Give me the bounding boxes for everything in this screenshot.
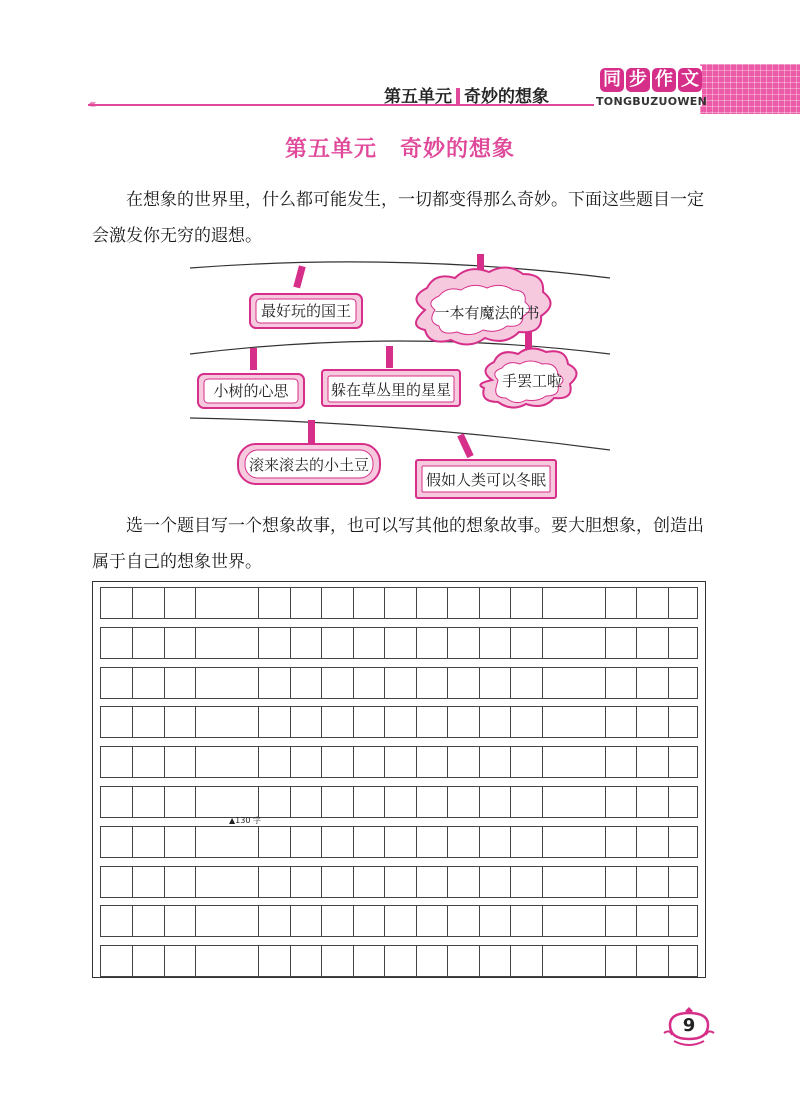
grid-cell-divider <box>164 867 165 897</box>
grid-cell-divider <box>258 867 259 897</box>
grid-cell-divider <box>605 946 606 976</box>
clothespin <box>386 346 393 368</box>
grid-cell-divider <box>195 946 196 976</box>
grid-cell-divider <box>384 867 385 897</box>
grid-cell-divider <box>258 707 259 737</box>
grid-cell-divider <box>636 827 637 857</box>
grid-cell-divider <box>195 707 196 737</box>
grid-cell-divider <box>258 946 259 976</box>
grid-cell-divider <box>416 588 417 618</box>
grid-cell-divider <box>636 628 637 658</box>
grid-cell-divider <box>416 747 417 777</box>
grid-cell-divider <box>636 668 637 698</box>
grid-cell-divider <box>164 747 165 777</box>
topic-text: 小树的心思 <box>213 382 289 400</box>
word-count-marker: ▲130 字 <box>229 816 261 825</box>
grid-cell-divider <box>668 827 669 857</box>
grid-row <box>100 826 698 858</box>
grid-cell-divider <box>164 668 165 698</box>
grid-cell-divider <box>321 628 322 658</box>
grid-cell-divider <box>447 707 448 737</box>
topic-label <box>322 346 460 406</box>
grid-cell-divider <box>195 827 196 857</box>
grid-cell-divider <box>321 827 322 857</box>
badge-char: 同 <box>600 68 624 92</box>
grid-row <box>100 627 698 659</box>
grid-cell-divider <box>605 867 606 897</box>
grid-cell-divider <box>258 588 259 618</box>
grid-cell-divider <box>164 588 165 618</box>
grid-cell-divider <box>605 668 606 698</box>
grid-cell-divider <box>542 588 543 618</box>
grid-cell-divider <box>321 747 322 777</box>
grid-cell-divider <box>132 747 133 777</box>
grid-cell-divider <box>416 827 417 857</box>
grid-cell-divider <box>132 946 133 976</box>
clothespin <box>308 420 315 444</box>
header-pattern <box>700 64 800 114</box>
grid-cell-divider <box>384 588 385 618</box>
grid-cell-divider <box>668 867 669 897</box>
grid-cell-divider <box>384 668 385 698</box>
grid-cell-divider <box>132 827 133 857</box>
grid-cell-divider <box>605 588 606 618</box>
grid-cell-divider <box>479 867 480 897</box>
topic-text: 一本有魔法的书 <box>434 304 540 322</box>
grid-cell-divider <box>636 867 637 897</box>
grid-cell-divider <box>479 707 480 737</box>
grid-cell-divider <box>290 946 291 976</box>
grid-cell-divider <box>290 827 291 857</box>
grid-cell-divider <box>542 906 543 936</box>
grid-cell-divider <box>132 867 133 897</box>
grid-cell-divider <box>353 668 354 698</box>
grid-cell-divider <box>353 827 354 857</box>
grid-cell-divider <box>636 588 637 618</box>
grid-cell-divider <box>542 668 543 698</box>
topic-text: 假如人类可以冬眠 <box>425 471 547 489</box>
grid-cell-divider <box>258 668 259 698</box>
grid-cell-divider <box>510 668 511 698</box>
grid-cell-divider <box>258 827 259 857</box>
grid-cell-divider <box>353 946 354 976</box>
grid-cell-divider <box>384 747 385 777</box>
grid-cell-divider <box>416 906 417 936</box>
grid-cell-divider <box>132 906 133 936</box>
grid-cell-divider <box>447 827 448 857</box>
grid-cell-divider <box>542 628 543 658</box>
grid-cell-divider <box>668 707 669 737</box>
grid-cell-divider <box>447 906 448 936</box>
topic-text: 滚来滚去的小土豆 <box>248 456 370 474</box>
grid-cell-divider <box>542 827 543 857</box>
grid-cell-divider <box>447 946 448 976</box>
topic-illustration <box>190 250 610 500</box>
grid-cell-divider <box>195 867 196 897</box>
topic-label <box>198 348 304 408</box>
grid-cell-divider <box>605 787 606 817</box>
topic-text: 手罢工啦 <box>501 372 563 390</box>
grid-cell-divider <box>542 707 543 737</box>
grid-cell-divider <box>416 946 417 976</box>
grid-cell-divider <box>321 946 322 976</box>
topic-text: 最好玩的国王 <box>260 302 352 320</box>
grid-cell-divider <box>258 628 259 658</box>
grid-cell-divider <box>605 707 606 737</box>
grid-cell-divider <box>479 628 480 658</box>
grid-cell-divider <box>353 588 354 618</box>
grid-cell-divider <box>447 747 448 777</box>
grid-cell-divider <box>290 628 291 658</box>
topic-label <box>238 420 380 484</box>
grid-cell-divider <box>510 747 511 777</box>
grid-cell-divider <box>636 787 637 817</box>
grid-cell-divider <box>542 867 543 897</box>
series-badge-title <box>600 68 702 92</box>
grid-cell-divider <box>290 707 291 737</box>
page-title: 第五单元 奇妙的想象 <box>284 137 515 162</box>
grid-cell-divider <box>384 707 385 737</box>
topic-label <box>416 254 551 345</box>
grid-row <box>100 945 698 977</box>
series-badge-subtitle: TONGBUZUOWEN <box>596 95 708 108</box>
grid-cell-divider <box>290 867 291 897</box>
grid-cell-divider <box>353 867 354 897</box>
header-unit-label: 第五单元 <box>384 87 452 107</box>
grid-cell-divider <box>321 588 322 618</box>
grid-cell-divider <box>258 906 259 936</box>
grid-cell-divider <box>668 747 669 777</box>
header-unit-theme: 奇妙的想象 <box>464 87 549 107</box>
grid-cell-divider <box>479 747 480 777</box>
grid-cell-divider <box>447 668 448 698</box>
badge-char: 文 <box>678 68 702 92</box>
clothespin <box>250 348 257 370</box>
grid-cell-divider <box>447 628 448 658</box>
grid-cell-divider <box>384 628 385 658</box>
grid-cell-divider <box>479 668 480 698</box>
clothespin <box>457 433 473 458</box>
grid-cell-divider <box>636 946 637 976</box>
grid-cell-divider <box>510 867 511 897</box>
grid-cell-divider <box>668 668 669 698</box>
grid-cell-divider <box>416 628 417 658</box>
grid-cell-divider <box>668 628 669 658</box>
grid-cell-divider <box>164 628 165 658</box>
grid-cell-divider <box>132 668 133 698</box>
intro-paragraph: 在想象的世界里，什么都可能发生，一切都变得那么奇妙。下面这些题目一定会激发你无穷的遐想。 <box>92 190 704 246</box>
grid-cell-divider <box>132 787 133 817</box>
grid-cell-divider <box>416 787 417 817</box>
badge-char: 作 <box>652 68 676 92</box>
grid-cell-divider <box>542 747 543 777</box>
grid-cell-divider <box>510 707 511 737</box>
grid-cell-divider <box>384 906 385 936</box>
grid-cell-divider <box>321 668 322 698</box>
grid-row <box>100 786 698 818</box>
grid-cell-divider <box>542 787 543 817</box>
grid-cell-divider <box>353 747 354 777</box>
grid-cell-divider <box>668 787 669 817</box>
grid-cell-divider <box>668 588 669 618</box>
grid-cell-divider <box>164 946 165 976</box>
grid-cell-divider <box>479 906 480 936</box>
grid-cell-divider <box>195 747 196 777</box>
grid-cell-divider <box>195 668 196 698</box>
grid-cell-divider <box>510 827 511 857</box>
grid-cell-divider <box>510 787 511 817</box>
grid-cell-divider <box>605 747 606 777</box>
grid-cell-divider <box>510 588 511 618</box>
grid-row <box>100 587 698 619</box>
grid-cell-divider <box>321 906 322 936</box>
grid-cell-divider <box>290 588 291 618</box>
grid-cell-divider <box>353 628 354 658</box>
grid-cell-divider <box>321 867 322 897</box>
clothespin <box>293 265 305 288</box>
grid-cell-divider <box>164 707 165 737</box>
grid-cell-divider <box>605 906 606 936</box>
grid-cell-divider <box>479 588 480 618</box>
badge-char: 步 <box>626 68 650 92</box>
grid-cell-divider <box>195 906 196 936</box>
topic-label <box>250 265 362 328</box>
grid-cell-divider <box>605 628 606 658</box>
grid-cell-divider <box>416 707 417 737</box>
grid-cell-divider <box>479 827 480 857</box>
grid-cell-divider <box>668 906 669 936</box>
grid-cell-divider <box>195 628 196 658</box>
grid-cell-divider <box>384 787 385 817</box>
grid-cell-divider <box>510 946 511 976</box>
grid-cell-divider <box>195 787 196 817</box>
grid-row <box>100 866 698 898</box>
header-unit-title <box>384 82 549 107</box>
grid-cell-divider <box>636 707 637 737</box>
instruction-paragraph: 选一个题目写一个想象故事，也可以写其他的想象故事。要大胆想象，创造出属于自己的想象世界。 <box>92 516 704 572</box>
grid-cell-divider <box>290 747 291 777</box>
page-number: 9 <box>682 1015 696 1036</box>
grid-cell-divider <box>447 787 448 817</box>
grid-cell-divider <box>605 827 606 857</box>
grid-cell-divider <box>353 707 354 737</box>
header-separator <box>456 88 460 104</box>
grid-cell-divider <box>290 787 291 817</box>
grid-cell-divider <box>195 588 196 618</box>
grid-cell-divider <box>447 588 448 618</box>
grid-cell-divider <box>132 707 133 737</box>
clothesline <box>190 262 610 278</box>
grid-cell-divider <box>132 588 133 618</box>
grid-cell-divider <box>321 787 322 817</box>
grid-cell-divider <box>636 747 637 777</box>
grid-cell-divider <box>353 906 354 936</box>
grid-cell-divider <box>510 906 511 936</box>
grid-cell-divider <box>416 668 417 698</box>
grid-cell-divider <box>668 946 669 976</box>
grid-cell-divider <box>447 867 448 897</box>
grid-row <box>100 667 698 699</box>
grid-cell-divider <box>164 787 165 817</box>
page-number-badge <box>660 1003 718 1047</box>
grid-cell-divider <box>164 906 165 936</box>
grid-cell-divider <box>510 628 511 658</box>
grid-cell-divider <box>353 787 354 817</box>
grid-cell-divider <box>542 946 543 976</box>
grid-cell-divider <box>479 787 480 817</box>
grid-cell-divider <box>258 747 259 777</box>
topic-text: 躲在草丛里的星星 <box>330 381 452 399</box>
grid-cell-divider <box>384 827 385 857</box>
grid-cell-divider <box>416 867 417 897</box>
grid-cell-divider <box>321 707 322 737</box>
topic-label <box>416 433 556 498</box>
grid-cell-divider <box>290 668 291 698</box>
grid-cell-divider <box>636 906 637 936</box>
grid-row <box>100 905 698 937</box>
grid-cell-divider <box>384 946 385 976</box>
grid-cell-divider <box>164 827 165 857</box>
grid-cell-divider <box>132 628 133 658</box>
grid-cell-divider <box>290 906 291 936</box>
grid-cell-divider <box>479 946 480 976</box>
grid-cell-divider <box>258 787 259 817</box>
grid-row <box>100 746 698 778</box>
grid-row <box>100 706 698 738</box>
